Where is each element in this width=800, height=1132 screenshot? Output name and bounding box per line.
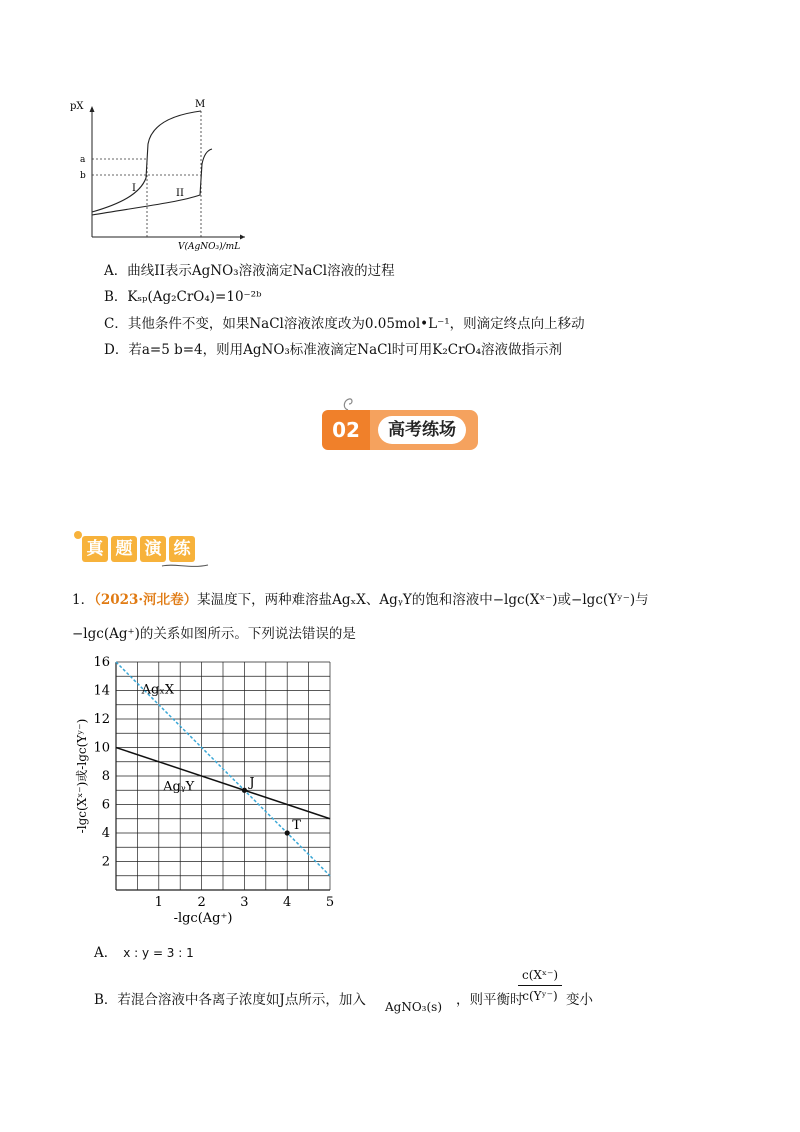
y-axis-label: pX xyxy=(70,101,84,112)
dot-icon xyxy=(74,531,82,539)
q1-option-b-end: 变小 xyxy=(566,992,593,1008)
q1-option-b-reagent: AgNO₃(s) xyxy=(385,1000,443,1014)
x-tick-label: 4 xyxy=(283,895,292,910)
x-tick-label: 1 xyxy=(154,895,163,910)
q1-option-b: B．若混合溶液中各离子浓度如J点所示，加入 xyxy=(94,992,366,1008)
titration-figure xyxy=(60,92,260,252)
q1-option-a: A． x : y = 3 : 1 xyxy=(94,945,194,961)
y-tick-label: 10 xyxy=(93,740,110,756)
x-tick-label: 5 xyxy=(325,895,335,910)
banner-title: 高考练场 xyxy=(378,416,466,444)
q1-option-b-mid: ，则平衡时 xyxy=(456,992,524,1008)
banner-number: 02 xyxy=(322,410,370,450)
y-tick-label: 14 xyxy=(93,683,110,699)
option-d: D．若a=5 b=4，则用AgNO₃标准液滴定NaCl时可用K₂CrO₄溶液做指示剂 xyxy=(104,342,563,358)
fraction-denominator: c(Yʸ⁻) xyxy=(522,989,558,1003)
section-heading: 真 题 演 练 xyxy=(82,536,198,566)
tick-b: b xyxy=(80,171,86,181)
curve-I-label: I xyxy=(132,183,136,194)
y-tick-label: 4 xyxy=(101,826,110,841)
y-tick-label: 6 xyxy=(101,797,110,813)
series-label: AgₓX xyxy=(141,682,175,698)
question-1-line2: −lgc(Ag⁺)的关系如图所示。下列说法错误的是 xyxy=(72,626,356,642)
tick-a: a xyxy=(80,155,86,165)
y-tick-label: 16 xyxy=(93,655,110,670)
option-a: A．曲线II表示AgNO₃溶液滴定NaCl溶液的过程 xyxy=(104,263,395,279)
x-tick-label: 3 xyxy=(240,895,249,910)
option-b: B．Kₛₚ(Ag₂CrO₄)=10⁻²ᵇ xyxy=(104,289,262,305)
y-tick-label: 12 xyxy=(93,712,110,727)
series-label: AgᵧY xyxy=(163,779,195,795)
section-banner xyxy=(322,408,480,452)
question-number: 1． xyxy=(72,592,95,608)
option-c: C．其他条件不变，如果NaCl溶液浓度改为0.05mol•L⁻¹，则滴定终点向上移动 xyxy=(104,316,585,332)
chart-y-label: -lgc(Xˣ⁻)或-lgc(Yʸ⁻) xyxy=(75,718,89,834)
y-tick-label: 8 xyxy=(101,769,110,784)
question-source: （2023·河北卷） xyxy=(94,592,198,608)
question-1-line1: 1．（2023·河北卷）某温度下，两种难溶盐AgₓX、AgᵧY的饱和溶液中−lgc(Xˣ⁻)或−lgc(Yʸ⁻)与 xyxy=(72,592,649,608)
x-tick-label: 2 xyxy=(197,895,206,910)
data-point xyxy=(285,830,290,835)
curve-II-label: II xyxy=(176,188,184,199)
point-label: J xyxy=(249,775,255,791)
fraction-numerator: c(Xˣ⁻) xyxy=(521,968,559,982)
y-tick-label: 2 xyxy=(101,854,110,870)
point-m-label: M xyxy=(195,99,206,110)
fraction xyxy=(518,968,562,1003)
solubility-chart xyxy=(70,652,360,932)
point-label: T xyxy=(292,818,301,833)
data-point xyxy=(242,788,247,793)
x-axis-label: V(AgNO₃)/mL xyxy=(178,242,241,252)
underline-flourish xyxy=(160,562,210,570)
curve-I xyxy=(92,111,201,212)
chart-x-label: -lgc(Ag⁺) xyxy=(173,911,233,926)
